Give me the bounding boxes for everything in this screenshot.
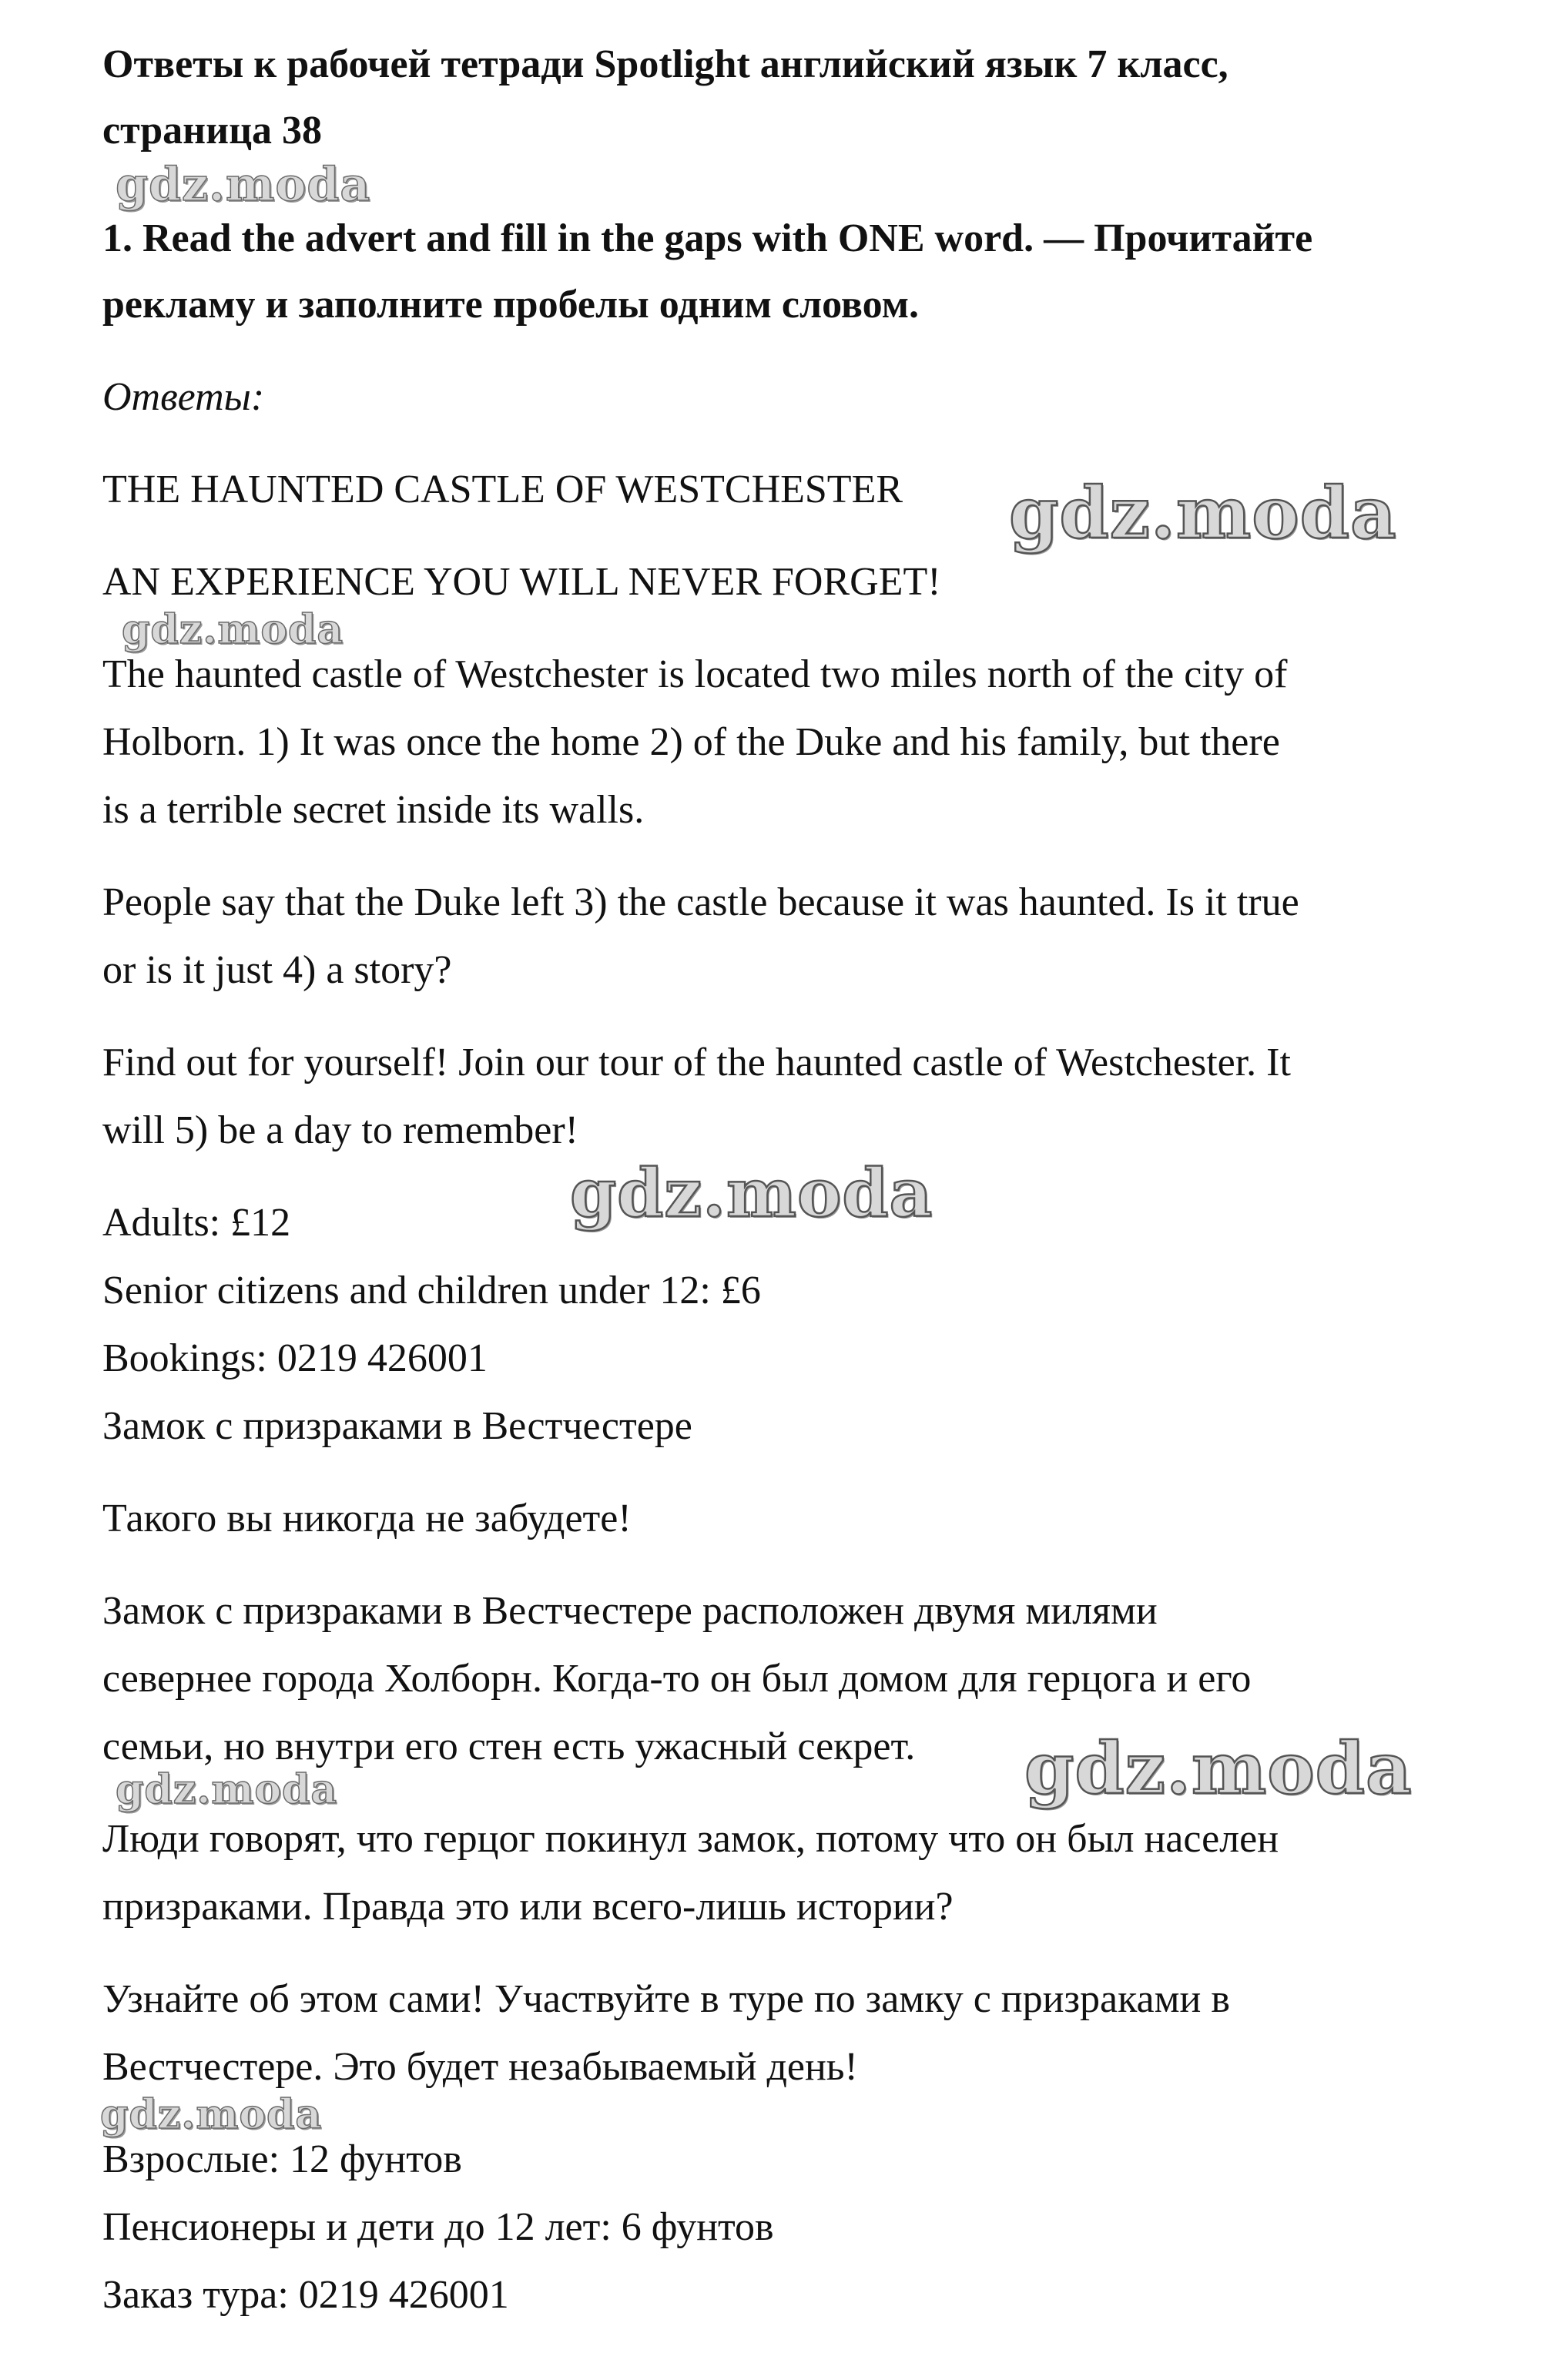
advert-en-p3-line-2: will 5) be a day to remember! <box>102 1108 578 1152</box>
advert-en-p3-line-1: Find out for yourself! Join our tour of the haunted castle of Westchester. It <box>102 1041 1291 1084</box>
advert-ru-p2-line-2: призраками. Правда это или всего-лишь истории? <box>102 1885 954 1929</box>
advert-en-bookings: Bookings: 0219 426001 <box>102 1336 488 1380</box>
watermark-logo: gdz.moda <box>1024 1727 1413 1810</box>
watermark-logo: gdz.moda <box>116 1766 338 1813</box>
advert-ru-p3-line-1: Узнайте об этом сами! Участвуйте в туре по замку с призраками в <box>102 1977 1230 2021</box>
advert-ru-p1-line-3: семьи, но внутри его стен есть ужасный секрет. <box>102 1725 916 1768</box>
watermark-logo: gdz.moda <box>1009 471 1397 555</box>
advert-ru-price-seniors: Пенсионеры и дети до 12 лет: 6 фунтов <box>102 2205 774 2249</box>
advert-ru-p1-line-2: севернее города Холборн. Когда-то он был домом для герцога и его <box>102 1657 1252 1701</box>
advert-en-p1-line-1: The haunted castle of Westchester is located two miles north of the city of <box>102 652 1288 696</box>
advert-ru-heading-2: Такого вы никогда не забудете! <box>102 1497 632 1540</box>
advert-ru-p3-line-2: Вестчестере. Это будет незабываемый день! <box>102 2045 858 2089</box>
watermark-logo: gdz.moda <box>570 1155 934 1232</box>
advert-en-heading-2: AN EXPERIENCE YOU WILL NEVER FORGET! <box>102 560 941 604</box>
task-heading-line-1: 1. Read the advert and fill in the gaps with ONE word. — Прочитайте <box>102 216 1313 260</box>
answers-label: Ответы: <box>102 375 265 419</box>
page-title-line-1: Ответы к рабочей тетради Spotlight английский язык 7 класс, <box>102 42 1228 86</box>
watermark-logo: gdz.moda <box>116 158 371 212</box>
advert-en-price-adults: Adults: £12 <box>102 1201 291 1245</box>
advert-en-p2-line-1: People say that the Duke left 3) the castle because it was haunted. Is it true <box>102 880 1299 924</box>
advert-ru-bookings: Заказ тура: 0219 426001 <box>102 2273 509 2317</box>
advert-ru-p1-line-1: Замок с призраками в Вестчестере расположен двумя милями <box>102 1589 1158 1633</box>
advert-ru-p2-line-1: Люди говорят, что герцог покинул замок, потому что он был населен <box>102 1817 1279 1861</box>
watermark-logo: gdz.moda <box>100 2091 323 2138</box>
page-title-line-2: страница 38 <box>102 109 323 153</box>
advert-ru-heading-1: Замок с призраками в Вестчестере <box>102 1404 692 1448</box>
watermark-logo: gdz.moda <box>122 606 344 653</box>
advert-en-p2-line-2: or is it just 4) a story? <box>102 948 452 992</box>
advert-en-p1-line-2: Holborn. 1) It was once the home 2) of the Duke and his family, but there <box>102 720 1280 764</box>
task-heading-line-2: рекламу и заполните пробелы одним словом. <box>102 283 920 327</box>
advert-en-p1-line-3: is a terrible secret inside its walls. <box>102 788 645 832</box>
advert-ru-price-adults: Взрослые: 12 фунтов <box>102 2137 462 2181</box>
advert-en-heading-1: THE HAUNTED CASTLE OF WESTCHESTER <box>102 468 903 511</box>
advert-en-price-seniors: Senior citizens and children under 12: £6 <box>102 1269 761 1312</box>
